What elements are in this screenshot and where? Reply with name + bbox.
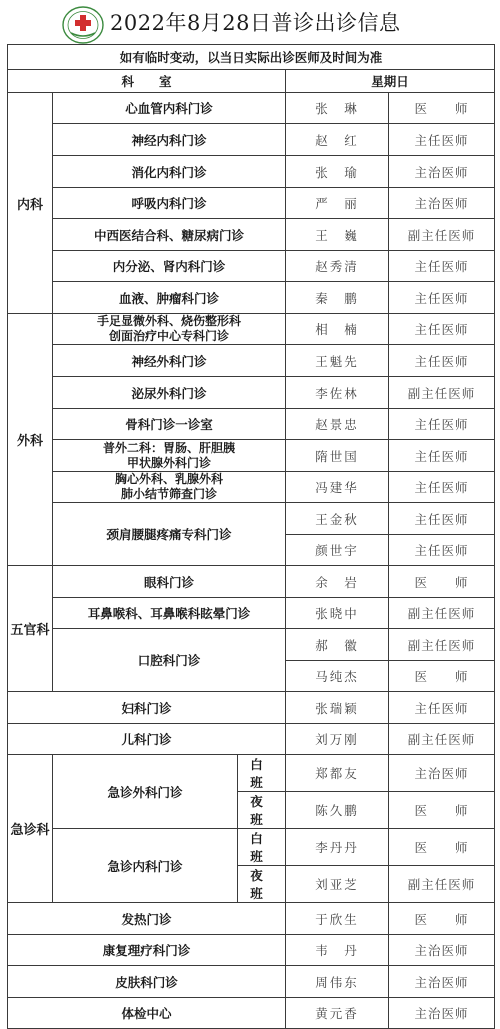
title-cell: 主任医师 (389, 282, 495, 314)
hospital-logo-icon (62, 6, 104, 44)
doctor-cell: 张 琳 (286, 93, 389, 124)
page-title: 2022年8月28日普诊出诊信息 (110, 11, 401, 35)
title-cell: 主治医师 (389, 755, 495, 792)
dept-cell: 泌尿外科门诊 (53, 377, 286, 409)
dept-cell: 儿科门诊 (8, 724, 286, 755)
dept-cell: 骨科门诊一诊室 (53, 409, 286, 440)
schedule-table (7, 44, 495, 1029)
shift-cell: 夜 班 (238, 866, 286, 903)
dept-cell: 急诊内科门诊 (53, 829, 238, 903)
column-header-day: 星期日 (286, 70, 495, 93)
title-cell: 主治医师 (389, 156, 495, 188)
table-row (8, 829, 495, 866)
title-cell: 医 师 (389, 661, 495, 692)
dept-line: 普外二科：胃肠、肝胆胰 (102, 440, 235, 455)
category-jizhen: 急诊科 (8, 755, 53, 903)
table-row (8, 503, 495, 535)
doctor-cell: 刘万刚 (286, 724, 389, 755)
page-header (0, 0, 500, 44)
notice-text: 如有临时变动，以当日实际出诊医师及时间为准 (8, 45, 495, 70)
title-cell: 副主任医师 (389, 866, 495, 903)
table-row (8, 598, 495, 629)
dept-line: 胸心外科、乳腺外科 (114, 472, 223, 486)
dept-cell: 康复理疗科门诊 (8, 935, 286, 966)
doctor-cell: 王金秋 (286, 503, 389, 535)
table-row (8, 472, 495, 503)
title-cell: 医 师 (389, 792, 495, 829)
doctor-cell: 张晓中 (286, 598, 389, 629)
dept-line: 甲状腺外科门诊 (126, 455, 211, 470)
dept-cell (53, 440, 286, 472)
doctor-cell: 李丹丹 (286, 829, 389, 866)
dept-line: 创面治疗中心专科门诊 (108, 329, 229, 343)
doctor-cell: 颜世宇 (286, 535, 389, 566)
dept-cell: 心血管内科门诊 (53, 93, 286, 124)
dept-cell: 内分泌、肾内科门诊 (53, 251, 286, 282)
dept-cell: 眼科门诊 (53, 566, 286, 598)
doctor-cell: 王 巍 (286, 219, 389, 251)
shift-cell: 夜 班 (238, 792, 286, 829)
dept-cell: 妇科门诊 (8, 692, 286, 724)
title-cell: 主任医师 (389, 472, 495, 503)
doctor-cell: 张 瑜 (286, 156, 389, 188)
doctor-cell: 于欣生 (286, 903, 389, 935)
title-cell: 主治医师 (389, 966, 495, 998)
dept-cell: 皮肤科门诊 (8, 966, 286, 998)
title-cell: 主任医师 (389, 409, 495, 440)
doctor-cell: 陈久鹏 (286, 792, 389, 829)
doctor-cell: 隋世国 (286, 440, 389, 472)
dept-cell (53, 314, 286, 345)
table-row (8, 755, 495, 792)
table-row (8, 251, 495, 282)
table-row (8, 124, 495, 156)
table-row (8, 692, 495, 724)
title-cell: 医 师 (389, 829, 495, 866)
title-cell: 主任医师 (389, 535, 495, 566)
table-row (8, 935, 495, 966)
doctor-cell: 赵景忠 (286, 409, 389, 440)
doctor-cell: 李佐林 (286, 377, 389, 409)
title-cell: 医 师 (389, 903, 495, 935)
dept-cell: 发热门诊 (8, 903, 286, 935)
doctor-cell: 相 楠 (286, 314, 389, 345)
table-row (8, 998, 495, 1029)
doctor-cell: 余 岩 (286, 566, 389, 598)
title-cell: 主任医师 (389, 124, 495, 156)
doctor-cell: 秦 鹏 (286, 282, 389, 314)
doctor-cell: 严 丽 (286, 188, 389, 219)
doctor-cell: 冯建华 (286, 472, 389, 503)
table-row (8, 966, 495, 998)
table-row (8, 440, 495, 472)
dept-cell: 神经外科门诊 (53, 345, 286, 377)
dept-line: 手足显微外科、烧伤整形科 (96, 314, 241, 328)
doctor-cell: 王魁先 (286, 345, 389, 377)
table-row (8, 345, 495, 377)
dept-line: 肺小结节筛查门诊 (120, 487, 217, 501)
title-cell: 副主任医师 (389, 724, 495, 755)
title-cell: 副主任医师 (389, 598, 495, 629)
category-neike: 内科 (8, 93, 53, 314)
title-cell: 副主任医师 (389, 377, 495, 409)
title-cell: 主治医师 (389, 998, 495, 1029)
title-cell: 主任医师 (389, 440, 495, 472)
title-cell: 主治医师 (389, 935, 495, 966)
doctor-cell: 赵秀清 (286, 251, 389, 282)
dept-cell: 口腔科门诊 (53, 629, 286, 692)
shift-cell: 白 班 (238, 755, 286, 792)
title-cell: 主任医师 (389, 692, 495, 724)
doctor-cell: 张瑞颖 (286, 692, 389, 724)
category-wuguan: 五官科 (8, 566, 53, 692)
dept-cell: 体检中心 (8, 998, 286, 1029)
table-row (8, 629, 495, 661)
table-row (8, 219, 495, 251)
doctor-cell: 郝 徽 (286, 629, 389, 661)
shift-cell: 白 班 (238, 829, 286, 866)
doctor-cell: 赵 红 (286, 124, 389, 156)
title-cell: 副主任医师 (389, 629, 495, 661)
table-row (8, 409, 495, 440)
doctor-cell: 刘亚芝 (286, 866, 389, 903)
category-waike: 外科 (8, 314, 53, 566)
table-row (8, 156, 495, 188)
doctor-cell: 韦 丹 (286, 935, 389, 966)
title-cell: 主治医师 (389, 188, 495, 219)
table-row (8, 377, 495, 409)
doctor-cell: 马纯杰 (286, 661, 389, 692)
title-cell: 主任医师 (389, 345, 495, 377)
doctor-cell: 郑都友 (286, 755, 389, 792)
dept-cell: 呼吸内科门诊 (53, 188, 286, 219)
dept-cell: 中西医结合科、糖尿病门诊 (53, 219, 286, 251)
table-row (8, 724, 495, 755)
title-cell: 医 师 (389, 566, 495, 598)
dept-cell: 耳鼻喉科、耳鼻喉科眩晕门诊 (53, 598, 286, 629)
table-row (8, 188, 495, 219)
dept-cell (53, 472, 286, 503)
table-row (8, 93, 495, 124)
dept-cell: 消化内科门诊 (53, 156, 286, 188)
title-cell: 主任医师 (389, 251, 495, 282)
title-cell: 副主任医师 (389, 219, 495, 251)
dept-cell: 血液、肿瘤科门诊 (53, 282, 286, 314)
dept-cell: 急诊外科门诊 (53, 755, 238, 829)
table-row (8, 314, 495, 345)
column-header-dept: 科 室 (8, 70, 286, 93)
doctor-cell: 黄元香 (286, 998, 389, 1029)
table-row (8, 566, 495, 598)
title-cell: 主任医师 (389, 503, 495, 535)
title-cell: 主任医师 (389, 314, 495, 345)
table-row (8, 282, 495, 314)
title-cell: 医 师 (389, 93, 495, 124)
table-row (8, 903, 495, 935)
dept-cell: 神经内科门诊 (53, 124, 286, 156)
dept-cell: 颈肩腰腿疼痛专科门诊 (53, 503, 286, 566)
doctor-cell: 周伟东 (286, 966, 389, 998)
